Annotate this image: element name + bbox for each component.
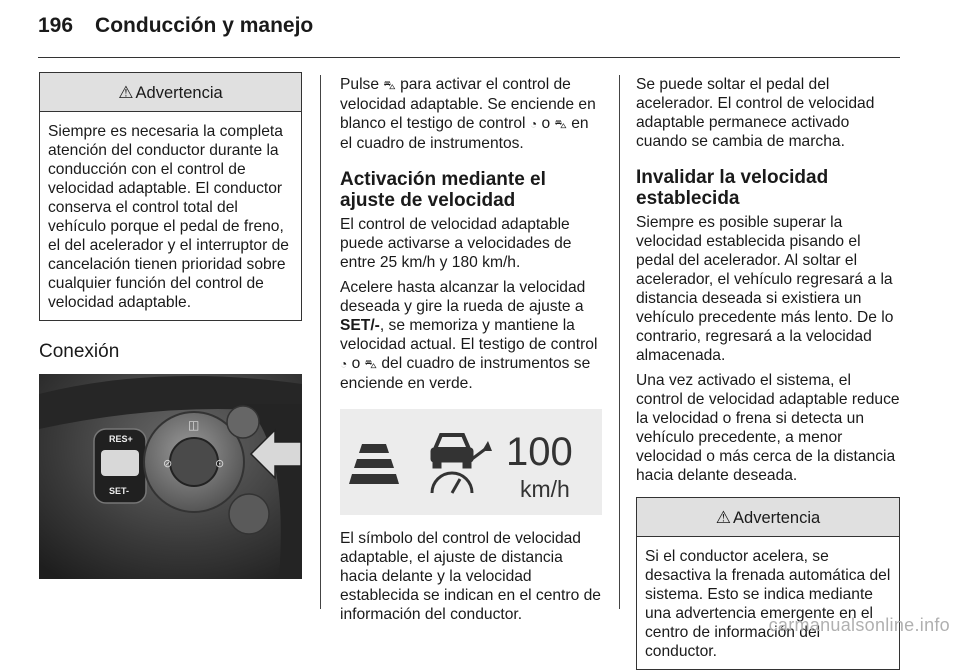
- warning-triangle-icon: ⚠: [118, 83, 134, 102]
- display-symbols: [340, 409, 602, 515]
- res-label: RES+: [109, 434, 133, 444]
- warning-box-1-header: [40, 73, 301, 112]
- steering-wheel-photo: [39, 374, 302, 579]
- paragraph-soltar: Se puede soltar el pedal del acelerador. El control de velocidad adaptable permanece activado cuando se cambia de marcha.: [636, 76, 875, 150]
- column-2: [340, 75, 604, 630]
- adaptive-cruise-symbol-icon: [431, 435, 492, 493]
- heading-activacion: Activación mediante el ajuste de velocidad: [340, 169, 546, 211]
- warning-triangle-icon: ⚠: [715, 508, 732, 527]
- warning-box-1: [39, 72, 302, 321]
- paragraph-activado: Una vez activado el sistema, el control de velocidad adaptable reduce la velocidad o frena si detecta un vehículo precedente, a menor velocidad o más cerca de la distancia hacia delante deseada.: [636, 372, 900, 484]
- steering-wheel-illustration: [39, 374, 302, 579]
- adaptive-cruise-icon: ⛍: [364, 357, 377, 371]
- distance-bars-icon: [349, 444, 399, 484]
- speed-unit: km/h: [520, 476, 570, 502]
- driver-info-display-figure: [340, 409, 602, 515]
- svg-text:◫: ◫: [188, 418, 200, 432]
- warning-box-2-title: Advertencia: [733, 509, 821, 527]
- column-3: [636, 75, 900, 670]
- set-minus-label: SET/-: [340, 317, 380, 334]
- paragraph-simbolo: El símbolo del control de velocidad adaptable, el ajuste de distancia hacia delante y la velocidad establecida se indican en el centro de información del conductor.: [340, 530, 601, 623]
- svg-text:⊘: ⊘: [163, 457, 173, 470]
- paragraph-superar: Siempre es posible superar la velocidad establecida pisando el pedal del acelerador. Al soltar el acelerador, el vehículo regresará a la distancia deseada si existiera un vehículo precedente más lento. De lo contrario, regresará a la velocidad almacenada.: [636, 214, 894, 364]
- speedometer-icon: ◔: [529, 117, 538, 131]
- warning-box-1-title: Advertencia: [135, 84, 223, 102]
- watermark: carmanualsonline.info: [768, 615, 950, 635]
- heading-invalidar: Invalidar la velocidad establecida: [636, 167, 829, 209]
- paragraph-velocidades: El control de velocidad adaptable puede activarse a velocidades de entre 25 km/h y 180 km/h.: [340, 216, 572, 271]
- column-1: [39, 72, 302, 579]
- speedometer-icon: ◔: [340, 357, 348, 371]
- adaptive-cruise-icon: ⛍: [554, 117, 567, 131]
- header-divider: [38, 57, 900, 58]
- warning-box-2-header: [637, 498, 899, 537]
- paragraph-acelere: Acelere hasta alcanzar la velocidad deseada y gire la rueda de ajuste a SET/-, se memoriza y mantiene la velocidad actual. El testigo de control ◔ o ⛍ del cuadro de instrumentos se enciende en verde.: [340, 279, 598, 392]
- set-label: SET-: [109, 486, 130, 496]
- heading-conexion: Conexión: [39, 341, 120, 362]
- warning-box-2: [636, 497, 900, 670]
- column-divider-1: [320, 75, 321, 609]
- page-number: 196: [38, 14, 74, 37]
- set-speed-value: 100: [506, 430, 573, 474]
- warning-box-1-text: Siempre es necesaria la completa atención del conductor durante la conducción con el control de velocidad adaptable. El conductor conserva el control total del vehículo porque el pedal de freno, el del acelerador y el interruptor de cancelación tienen prioridad sobre cualquier función del control de velocidad adaptable.: [48, 123, 289, 311]
- svg-text:⊙: ⊙: [215, 457, 225, 470]
- page-header: [38, 14, 313, 38]
- section-title: Conducción y manejo: [95, 14, 314, 37]
- warning-box-2-text: Si el conductor acelera, se desactiva la frenada automática del sistema. Esto se indica mediante una advertencia emergente en el centro de información del conductor.: [645, 548, 891, 660]
- column-divider-2: [619, 75, 620, 609]
- cruise-control-icon: ⛍: [383, 78, 396, 92]
- paragraph-pulse: Pulse ⛍ para activar el control de velocidad adaptable. Se enciende en blanco el testigo de control ◔ o ⛍ en el cuadro de instrumentos.: [340, 76, 596, 152]
